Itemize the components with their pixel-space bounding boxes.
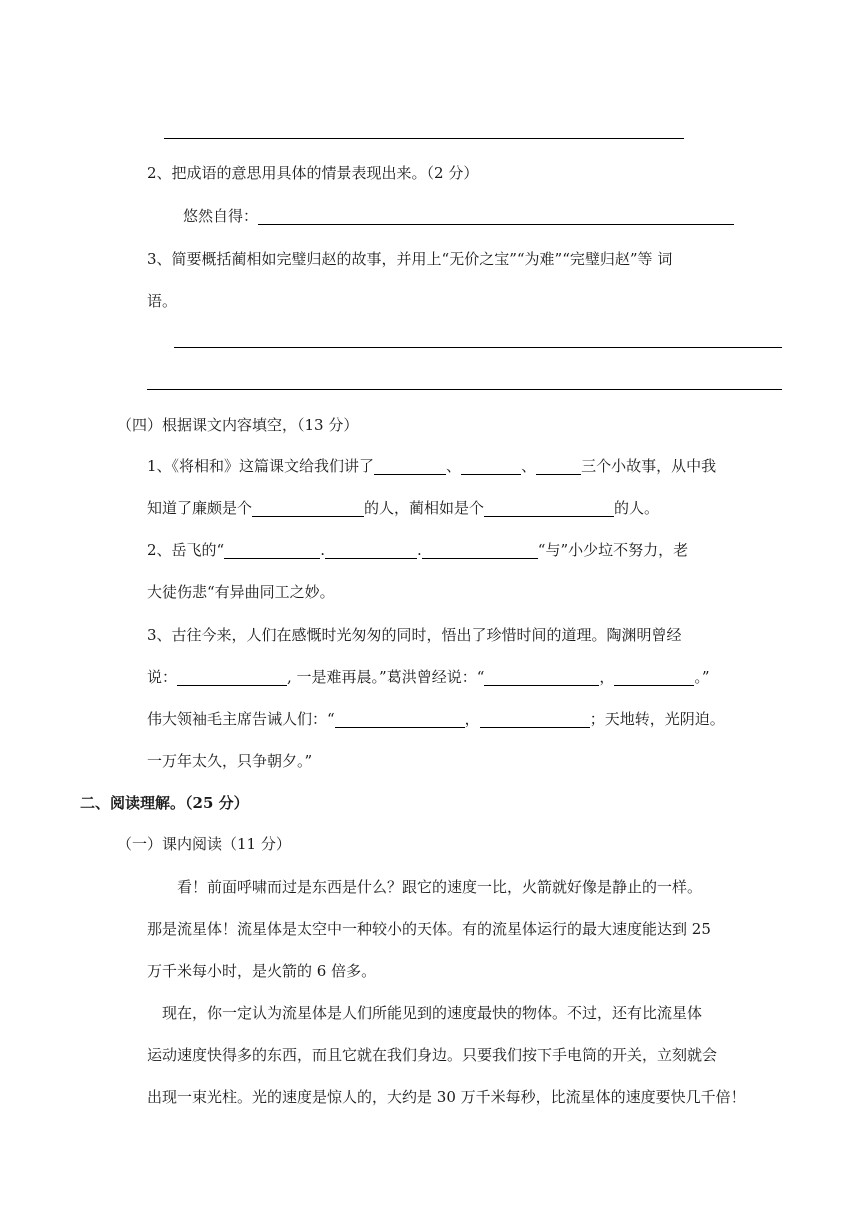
- story-blank-2[interactable]: [461, 458, 521, 475]
- idiom-prompt-row: [183, 206, 734, 226]
- q4-1-text-e: 的人。: [614, 499, 660, 517]
- q4-2-text-a: 2、岳飞的“: [147, 541, 225, 559]
- q4-1-text-c: 知道了廉颇是个: [147, 499, 253, 517]
- q4-1-text-a: 1、《将相和》这篇课文给我们讲了: [147, 457, 375, 475]
- q4-1-line-2: [147, 498, 659, 518]
- yuefei-blank-1[interactable]: [224, 542, 320, 559]
- q4-3-line-2: [147, 667, 710, 687]
- question-3-3-line-1: 3、简要概括蔺相如完璧归赵的故事，并用上“无价之宝”“为难”“完璧归赵”等 词: [147, 250, 673, 268]
- answer-line-3-3-b[interactable]: [147, 389, 782, 390]
- passage-p2-line-2: 运动速度快得多的东西，而且它就在我们身边。只要我们按下手电筒的开关，立刻就会: [147, 1046, 718, 1064]
- mao-blank-2[interactable]: [480, 711, 590, 728]
- q4-2-line-1: [147, 540, 688, 560]
- answer-line-top: [164, 138, 684, 139]
- q4-1-text-b: 三个小故事，从中我: [581, 457, 717, 475]
- story-blank-1[interactable]: [374, 458, 446, 475]
- q4-3-text-a: 说：: [147, 668, 178, 686]
- q4-2-dot1: .: [320, 541, 325, 559]
- q4-3-text-e: 伟大领袖毛主席告诫人们：“: [147, 710, 335, 728]
- passage-p1-line-3: 万千米每小时，是火箭的 6 倍多。: [147, 962, 377, 980]
- passage-p1-line-1: 看！前面呼啸而过是东西是什么？跟它的速度一比，火箭就好像是静止的一样。: [177, 878, 703, 896]
- question-3-3-line-2: 语。: [147, 292, 178, 310]
- q4-3-line-3: [147, 709, 725, 729]
- taoyuanming-blank[interactable]: [177, 669, 287, 686]
- linxiangru-blank[interactable]: [484, 500, 614, 517]
- q4-2-line-2: 大徒伤悲“有异曲同工之妙。: [147, 583, 335, 601]
- section-4-heading: （四）根据课文内容填空，（13 分）: [117, 416, 359, 434]
- q4-3-line-1: 3、古往今来，人们在感慨时光匆匆的同时，悟出了珍惜时间的道理。陶渊明曾经: [147, 626, 682, 644]
- q4-2-text-b: “与”小少垃不努力，老: [537, 541, 689, 559]
- part-2-subheading: （一）课内阅读（11 分）: [117, 835, 291, 853]
- mao-blank-1[interactable]: [335, 711, 465, 728]
- q4-1-text-d: 的人，蔺相如是个: [364, 499, 485, 517]
- q4-3-text-c: ，: [599, 668, 615, 686]
- yuefei-blank-2[interactable]: [325, 542, 417, 559]
- lianpo-blank[interactable]: [252, 500, 364, 517]
- gehong-blank-1[interactable]: [484, 669, 599, 686]
- q4-3-text-d: 。”: [694, 668, 710, 686]
- q4-1-sep1: 、: [446, 457, 462, 475]
- q4-2-dot2: .: [417, 541, 422, 559]
- q4-3-line-4: 一万年太久，只争朝夕。”: [147, 752, 313, 770]
- passage-p1-line-2: 那是流星体！流星体是太空中一种较小的天体。有的流星体运行的最大速度能达到 25: [147, 920, 711, 938]
- gehong-blank-2[interactable]: [614, 669, 694, 686]
- yuefei-blank-3[interactable]: [422, 542, 538, 559]
- idiom-label: 悠然自得：: [183, 207, 259, 225]
- q4-3-text-f: ，: [464, 710, 480, 728]
- story-blank-3[interactable]: [536, 458, 581, 475]
- question-3-2: 2、把成语的意思用具体的情景表现出来。（2 分）: [147, 164, 479, 182]
- answer-line-3-3-a[interactable]: [174, 347, 782, 348]
- passage-p2-line-1: 现在，你一定认为流星体是人们所能见到的速度最快的物体。不过，还有比流星体: [162, 1004, 703, 1022]
- q4-3-text-g: ；天地转，光阴迫。: [589, 710, 725, 728]
- idiom-answer-blank[interactable]: [258, 208, 734, 225]
- part-2-heading: 二、阅读理解。（25 分）: [80, 794, 249, 812]
- q4-3-text-b: , 一是难再晨。”葛洪曾经说：“: [287, 668, 485, 686]
- passage-p2-line-3: 出现一束光柱。光的速度是惊人的，大约是 30 万千米每秒，比流星体的速度要快几千倍！: [147, 1088, 746, 1106]
- q4-1-line-1: [147, 456, 716, 476]
- q4-1-sep2: 、: [521, 457, 537, 475]
